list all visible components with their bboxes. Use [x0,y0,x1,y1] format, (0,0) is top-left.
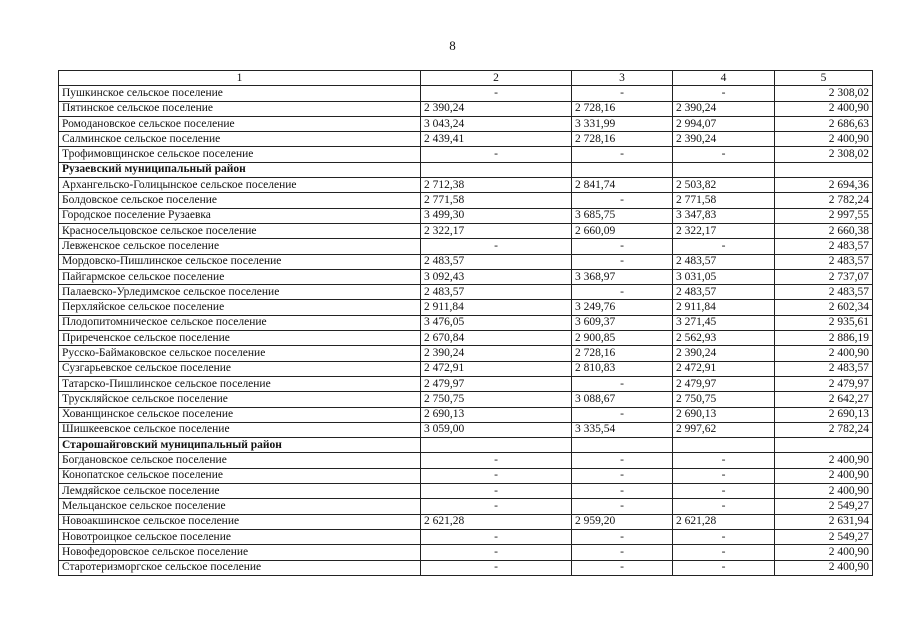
value-col-2: - [421,468,572,483]
value-col-5: 2 886,19 [775,331,873,346]
value-col-2: 2 483,57 [421,285,572,300]
value-col-5: 2 690,13 [775,407,873,422]
value-col-4: 3 271,45 [673,315,775,330]
value-col-4: - [673,468,775,483]
table-row [59,346,873,361]
value-col-5: 2 308,02 [775,86,873,101]
settlement-name: Ромодановское сельское поселение [59,116,421,131]
settlement-name: Богдановское сельское поселение [59,453,421,468]
value-col-3: 2 900,85 [572,331,673,346]
value-col-3: - [572,254,673,269]
value-col-3: - [572,560,673,575]
value-col-4 [673,162,775,177]
settlement-name: Салминское сельское поселение [59,132,421,147]
table-row [59,116,873,131]
value-col-4: 2 750,75 [673,392,775,407]
value-col-4: 2 621,28 [673,514,775,529]
value-col-5: 2 400,90 [775,484,873,499]
value-col-2: 2 439,41 [421,132,572,147]
value-col-4: - [673,86,775,101]
column-header-3: 3 [572,71,673,86]
settlement-name: Старошайговский муниципальный район [59,438,421,453]
value-col-4: 2 390,24 [673,132,775,147]
table-row [59,529,873,544]
settlement-name: Русско-Баймаковское сельское поселение [59,346,421,361]
table-row [59,254,873,269]
value-col-3: 2 810,83 [572,361,673,376]
value-col-4: - [673,147,775,162]
value-col-3: 3 685,75 [572,208,673,223]
value-col-4: - [673,529,775,544]
value-col-2: - [421,484,572,499]
value-col-2: 2 483,57 [421,254,572,269]
table-row [59,484,873,499]
value-col-2: - [421,529,572,544]
value-col-5: 2 483,57 [775,239,873,254]
column-header-1: 1 [59,71,421,86]
table-row [59,361,873,376]
value-col-4: 2 390,24 [673,346,775,361]
value-col-4 [673,438,775,453]
table-row [59,101,873,116]
settlement-name: Сузгарьевское сельское поселение [59,361,421,376]
value-col-2: 3 499,30 [421,208,572,223]
value-col-2: 2 911,84 [421,300,572,315]
value-col-3: 2 728,16 [572,101,673,116]
settlement-name: Хованщинское сельское поселение [59,407,421,422]
value-col-4: - [673,239,775,254]
value-col-4: 2 472,91 [673,361,775,376]
value-col-5: 2 602,34 [775,300,873,315]
value-col-3: - [572,147,673,162]
value-col-3: 2 728,16 [572,132,673,147]
value-col-2: - [421,560,572,575]
value-col-2: 2 621,28 [421,514,572,529]
value-col-3: 2 660,09 [572,223,673,238]
settlement-name: Архангельско-Голицынское сельское поселение [59,178,421,193]
value-col-3: 3 368,97 [572,269,673,284]
value-col-5: 2 400,90 [775,545,873,560]
value-col-4: - [673,453,775,468]
column-header-4: 4 [673,71,775,86]
value-col-4: 2 322,17 [673,223,775,238]
value-col-4: 2 503,82 [673,178,775,193]
value-col-4: 2 483,57 [673,285,775,300]
table-row [59,208,873,223]
value-col-2: - [421,147,572,162]
value-col-3: 2 728,16 [572,346,673,361]
value-col-3: 3 331,99 [572,116,673,131]
table-row [59,468,873,483]
table-row [59,407,873,422]
value-col-5: 2 308,02 [775,147,873,162]
value-col-4: - [673,484,775,499]
settlement-name: Красносельцовское сельское поселение [59,223,421,238]
value-col-5: 2 737,07 [775,269,873,284]
value-col-4: 2 997,62 [673,422,775,437]
value-col-5: 2 549,27 [775,499,873,514]
value-col-3: 3 335,54 [572,422,673,437]
table-row [59,86,873,101]
value-col-2: 2 472,91 [421,361,572,376]
table-row [59,422,873,437]
settlement-name: Конопатское сельское поселение [59,468,421,483]
settlement-name: Мельцанское сельское поселение [59,499,421,514]
table-header-row [59,71,873,86]
value-col-5: 2 483,57 [775,285,873,300]
value-col-5: 2 483,57 [775,254,873,269]
table-row [59,193,873,208]
value-col-3: - [572,239,673,254]
table-row [59,269,873,284]
value-col-3: - [572,193,673,208]
settlement-name: Новотроицкое сельское поселение [59,529,421,544]
value-col-5: 2 400,90 [775,560,873,575]
value-col-5: 2 400,90 [775,468,873,483]
value-col-3: 2 841,74 [572,178,673,193]
value-col-2: - [421,545,572,560]
value-col-4: - [673,545,775,560]
value-col-2: 2 322,17 [421,223,572,238]
value-col-3: - [572,529,673,544]
settlement-name: Татарско-Пишлинское сельское поселение [59,376,421,391]
value-col-2: 2 750,75 [421,392,572,407]
value-col-4: 2 390,24 [673,101,775,116]
value-col-5: 2 642,27 [775,392,873,407]
value-col-3: - [572,376,673,391]
settlement-name: Пятинское сельское поселение [59,101,421,116]
settlement-name: Приреченское сельское поселение [59,331,421,346]
table-row [59,285,873,300]
table-row [59,331,873,346]
value-col-5: 2 400,90 [775,132,873,147]
value-col-3: - [572,86,673,101]
settlement-name: Трускляйское сельское поселение [59,392,421,407]
value-col-3: - [572,545,673,560]
value-col-2: 2 670,84 [421,331,572,346]
value-col-3: - [572,484,673,499]
value-col-4: 3 031,05 [673,269,775,284]
settlement-name: Мордовско-Пишлинское сельское поселение [59,254,421,269]
value-col-4: 3 347,83 [673,208,775,223]
settlement-name: Перхляйское сельское поселение [59,300,421,315]
value-col-4: 2 771,58 [673,193,775,208]
value-col-3 [572,162,673,177]
value-col-5: 2 694,36 [775,178,873,193]
settlement-name: Новофедоровское сельское поселение [59,545,421,560]
value-col-2: 2 771,58 [421,193,572,208]
settlement-name: Левженское сельское поселение [59,239,421,254]
value-col-5 [775,162,873,177]
settlement-name: Городское поселение Рузаевка [59,208,421,223]
column-header-5: 5 [775,71,873,86]
table-row [59,132,873,147]
value-col-2: 2 390,24 [421,101,572,116]
value-col-4: 2 479,97 [673,376,775,391]
settlement-name: Старотеризморгское сельское поселение [59,560,421,575]
value-col-5: 2 782,24 [775,193,873,208]
value-col-5: 2 483,57 [775,361,873,376]
settlement-name: Палаевско-Урледимское сельское поселение [59,285,421,300]
value-col-5: 2 686,63 [775,116,873,131]
value-col-3: - [572,468,673,483]
value-col-2 [421,162,572,177]
section-row [59,438,873,453]
tariff-table [58,70,873,576]
table-row [59,376,873,391]
table-row [59,300,873,315]
settlement-name: Пушкинское сельское поселение [59,86,421,101]
value-col-3: 3 088,67 [572,392,673,407]
section-row [59,162,873,177]
table-row [59,147,873,162]
settlement-name: Плодопитомническое сельское поселение [59,315,421,330]
value-col-3: - [572,407,673,422]
value-col-4: 2 994,07 [673,116,775,131]
value-col-3: 3 249,76 [572,300,673,315]
value-col-3 [572,438,673,453]
table-row [59,514,873,529]
value-col-4: 2 911,84 [673,300,775,315]
value-col-5: 2 400,90 [775,346,873,361]
value-col-4: 2 690,13 [673,407,775,422]
value-col-4: 2 483,57 [673,254,775,269]
table-row [59,560,873,575]
value-col-4: - [673,499,775,514]
value-col-2: 2 690,13 [421,407,572,422]
value-col-3: 2 959,20 [572,514,673,529]
settlement-name: Пайгармское сельское поселение [59,269,421,284]
value-col-3: - [572,499,673,514]
value-col-2: 3 476,05 [421,315,572,330]
value-col-2: 3 059,00 [421,422,572,437]
value-col-5 [775,438,873,453]
table-row [59,178,873,193]
table-row [59,545,873,560]
page-number: 8 [449,38,456,53]
settlement-name: Трофимовщинское сельское поселение [59,147,421,162]
value-col-5: 2 400,90 [775,453,873,468]
value-col-5: 2 782,24 [775,422,873,437]
table-row [59,239,873,254]
value-col-2: 2 390,24 [421,346,572,361]
value-col-2: 3 043,24 [421,116,572,131]
value-col-5: 2 935,61 [775,315,873,330]
value-col-2: - [421,239,572,254]
settlement-name: Болдовское сельское поселение [59,193,421,208]
value-col-4: - [673,560,775,575]
settlement-name: Рузаевский муниципальный район [59,162,421,177]
table-row [59,499,873,514]
value-col-2: - [421,453,572,468]
table-row [59,392,873,407]
value-col-2 [421,438,572,453]
value-col-3: - [572,285,673,300]
table-row [59,453,873,468]
value-col-5: 2 479,97 [775,376,873,391]
settlement-name: Новоакшинское сельское поселение [59,514,421,529]
table-row [59,223,873,238]
value-col-2: 3 092,43 [421,269,572,284]
value-col-4: 2 562,93 [673,331,775,346]
column-header-2: 2 [421,71,572,86]
value-col-5: 2 631,94 [775,514,873,529]
settlement-name: Шишкеевское сельское поселение [59,422,421,437]
value-col-2: 2 712,38 [421,178,572,193]
settlement-name: Лемдяйское сельское поселение [59,484,421,499]
table-body [59,86,873,576]
value-col-2: - [421,86,572,101]
value-col-2: - [421,499,572,514]
value-col-3: - [572,453,673,468]
value-col-5: 2 549,27 [775,529,873,544]
table-row [59,315,873,330]
value-col-2: 2 479,97 [421,376,572,391]
value-col-5: 2 400,90 [775,101,873,116]
value-col-3: 3 609,37 [572,315,673,330]
value-col-5: 2 660,38 [775,223,873,238]
value-col-5: 2 997,55 [775,208,873,223]
